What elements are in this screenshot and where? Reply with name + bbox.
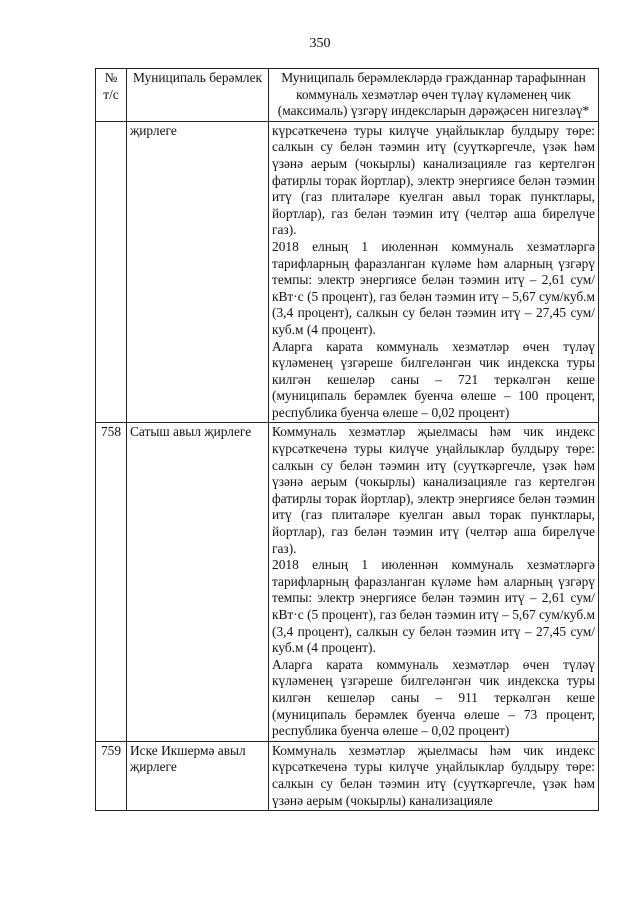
description-paragraph: Коммуналь хезмәтләр җыелмасы һәм чик индекс күрсәткеченә туры килүче уңайлыклар булдыру төре: салкын су белән тәэмин итү (суүткәргечле, үзәк һәм үзәнә аерым (чокырлы) канализацияле газ кертелгән фатирлы торак йортлар), электр энергиясе белән тәэмин итү (газ плиталәре куелган авыл торак пунктлары, йортлар), газ белән тәэмин итү (челтәр аша бирелүче газ). xyxy=(272,424,595,556)
row-description xyxy=(269,121,599,423)
row-municipality: җирлеге xyxy=(127,121,269,423)
table-row xyxy=(96,121,599,423)
header-municipality: Муниципаль берәмлек xyxy=(127,69,269,122)
description-paragraph: Коммуналь хезмәтләр җыелмасы һәм чик индекс күрсәткеченә туры килүче уңайлыклар булдыру төре: салкын су белән тәэмин итү (суүткәргечле, үзәк һәм үзәнә аерым (чокырлы) канализацияле xyxy=(272,742,595,808)
row-description xyxy=(269,423,599,741)
description-paragraph: күрсәткеченә туры килүче уңайлыклар булдыру төре: салкын су белән тәэмин итү (суүткәргечле, үзәк һәм үзәнә аерым (чокырлы) канализацияле газ кертелгән фатирлы торак йортлар), электр энергиясе белән тәэмин итү (газ плиталәре куелган авыл торак пунктлары, йортлар), газ белән тәэмин итү (челтәр аша бирелүче газ). xyxy=(272,122,595,238)
page-number: 350 xyxy=(309,36,331,51)
description-paragraph: Аларга карата коммуналь хезмәтләр өчен түләү күләменең үзгәреше билгеләнгән чик индекска туры килгән кешеләр саны – 721 теркәлгән кеше (муниципаль берәмлек буенча өлеше – 100 процент, республика буенча өлеше – 0,02 процент) xyxy=(272,338,595,420)
header-description: Муниципаль берәмлекләрдә гражданнар тарафыннан коммуналь хезмәтләр өчен түләү күләменең чик (максималь) үзгәрү индексларын дәрәҗәсен нигезләү* xyxy=(269,69,599,122)
table-row xyxy=(96,423,599,741)
row-number: 759 xyxy=(96,741,127,810)
table-header-row xyxy=(96,69,599,122)
table-row xyxy=(96,741,599,810)
index-table xyxy=(95,68,599,811)
row-description xyxy=(269,741,599,810)
row-municipality: Иске Икшермә авыл җирлеге xyxy=(127,741,269,810)
description-paragraph: 2018 елның 1 июленнән коммуналь хезмәтләргә тарифларның фаразланган күләме һәм аларның үзгәрү темпы: электр энергиясе белән тәэмин итү – 2,61 сум/кВт·с (5 процент), газ белән тәэмин итү – 5,67 сум/куб.м (3,4 процент), салкын су белән тәэмин итү – 27,45 сум/куб.м (4 процент). xyxy=(272,557,595,656)
row-number: 758 xyxy=(96,423,127,741)
description-paragraph: 2018 елның 1 июленнән коммуналь хезмәтләргә тарифларның фаразланган күләме һәм аларның үзгәрү темпы: электр энергиясе белән тәэмин итү – 2,61 сум/кВт·с (5 процент), газ белән тәэмин итү – 5,67 сум/куб.м (3,4 процент), салкын су белән тәэмин итү – 27,45 сум/куб.м (4 процент). xyxy=(272,238,595,337)
description-paragraph: Аларга карата коммуналь хезмәтләр өчен түләү күләменең үзгәреше билгеләнгән чик индекска туры килгән кешеләр саны – 911 теркәлгән кеше (муниципаль берәмлек буенча өлеше – 73 процент, республика буенча өлеше – 0,02 процент) xyxy=(272,656,595,739)
row-municipality: Сатыш авыл җирлеге xyxy=(127,423,269,741)
header-number: № т/с xyxy=(96,69,127,122)
row-number xyxy=(96,121,127,423)
